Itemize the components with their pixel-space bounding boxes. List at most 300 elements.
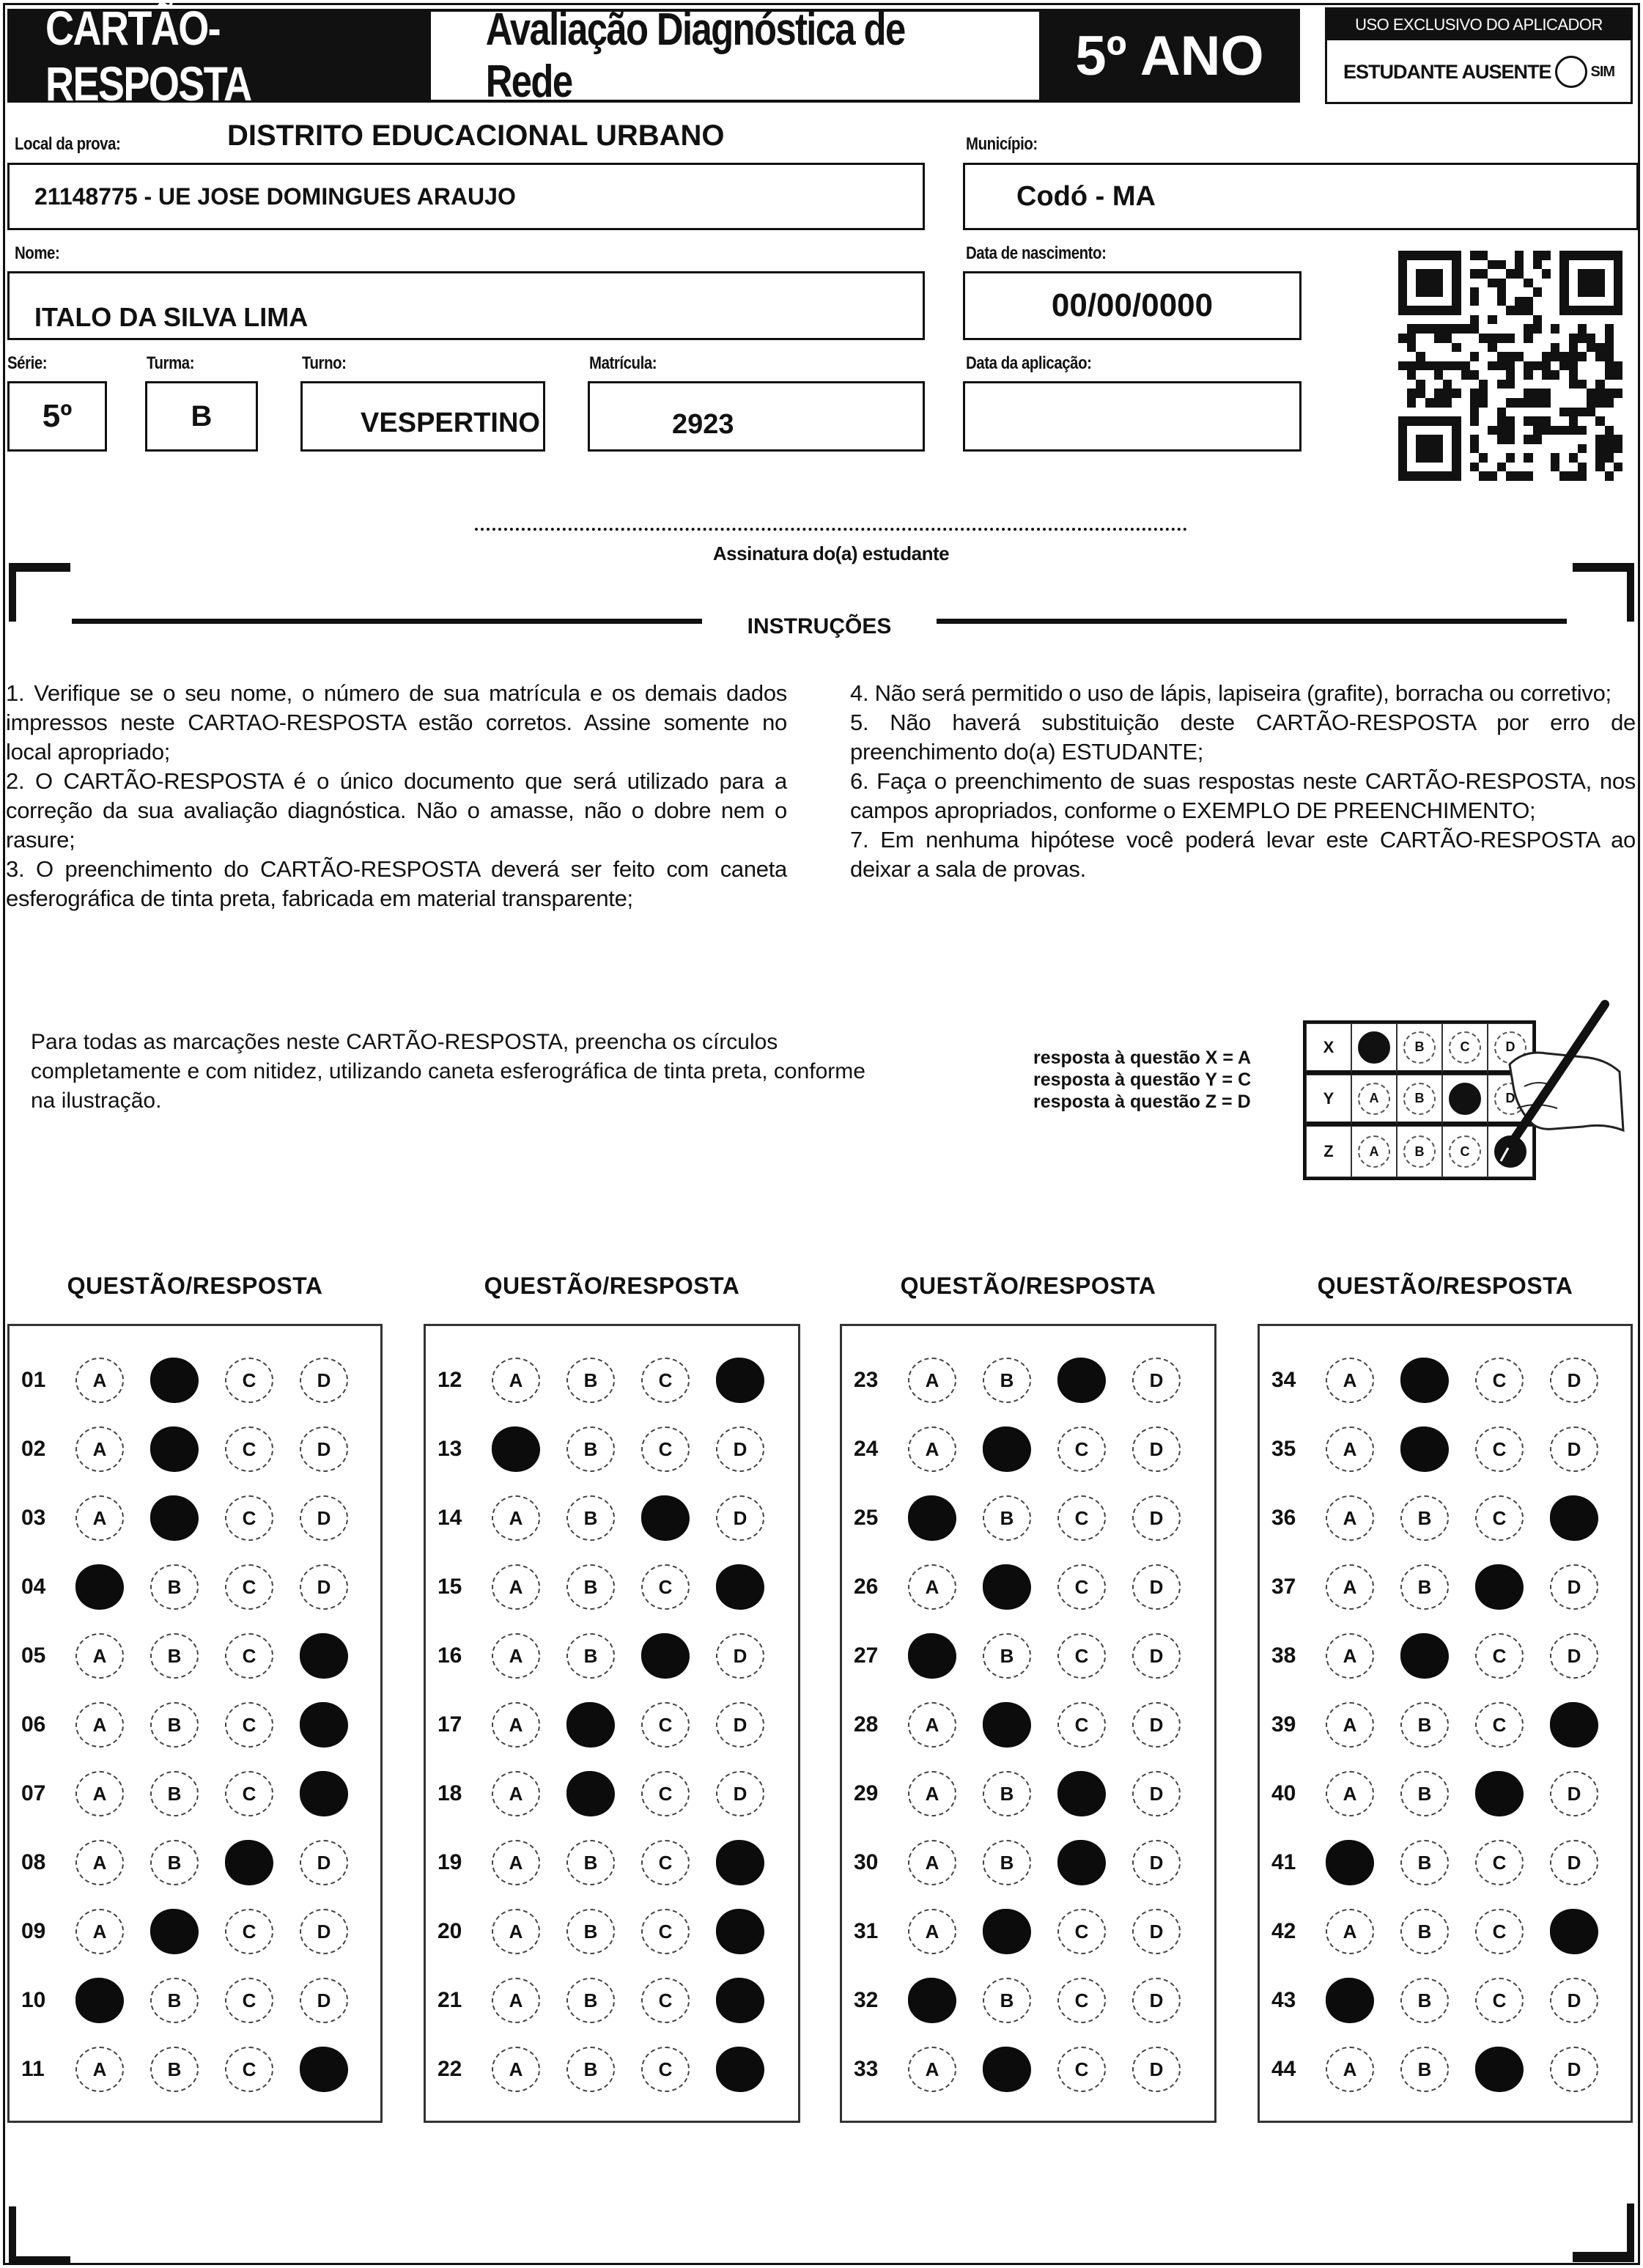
answer-bubble-d[interactable] [300, 2047, 348, 2092]
question-row [842, 1565, 1214, 1609]
signature-line[interactable] [475, 528, 1187, 531]
qr-module [1497, 343, 1506, 353]
answer-bubble-c[interactable] [1057, 1771, 1106, 1816]
answer-bubble-d[interactable]: D [1132, 1564, 1181, 1610]
answer-bubble-b[interactable]: B [566, 1426, 615, 1472]
qr-module [1488, 260, 1496, 270]
qr-module [1551, 315, 1559, 325]
qr-module [1452, 426, 1461, 435]
answer-bubble-b[interactable] [566, 1702, 615, 1748]
answer-bubble-c[interactable]: C [225, 1564, 273, 1610]
answer-bubble-c[interactable] [225, 1840, 273, 1885]
qr-module [1595, 297, 1604, 306]
qr-module [1578, 260, 1587, 270]
answer-bubble-c[interactable]: C [1475, 1426, 1524, 1472]
qr-module [1587, 453, 1595, 463]
qr-module [1515, 352, 1524, 361]
grade-badge-text: 5º ANO [1075, 24, 1264, 87]
answer-bubble-b[interactable]: B [983, 1358, 1031, 1403]
answer-bubble-d[interactable]: D [300, 1358, 348, 1403]
answer-bubble-a[interactable]: A [1326, 1909, 1374, 1954]
answer-bubble-b[interactable] [983, 1909, 1031, 1954]
qr-module [1524, 324, 1532, 334]
answer-bubble-c[interactable]: C [641, 1426, 690, 1472]
answer-bubble-c[interactable]: C [641, 1358, 690, 1403]
answer-bubble-b[interactable] [983, 1702, 1031, 1748]
answer-bubble-c[interactable]: C [1057, 1564, 1106, 1610]
aplicacao-field[interactable] [963, 381, 1302, 452]
answer-bubble-a[interactable] [75, 1978, 124, 2023]
answer-bubble-c[interactable]: C [1475, 1702, 1524, 1748]
answer-bubble-b[interactable]: B [1400, 1909, 1449, 1954]
example-bubble: A [1358, 1135, 1390, 1168]
answer-bubble-a[interactable]: A [1326, 1702, 1374, 1748]
answer-bubble-a[interactable]: A [492, 1702, 540, 1748]
qr-module [1506, 287, 1515, 297]
qr-module [1542, 370, 1551, 380]
nome-label: Nome: [15, 243, 60, 263]
answer-bubble-d[interactable]: D [1550, 1633, 1598, 1679]
answer-bubble-c[interactable] [1057, 1358, 1106, 1403]
answer-bubble-b[interactable]: B [566, 1358, 615, 1403]
answer-bubble-b[interactable]: B [1400, 1702, 1449, 1748]
qr-module [1569, 315, 1578, 325]
qr-module [1488, 389, 1496, 398]
qr-module [1551, 370, 1559, 380]
answer-bubble-b[interactable]: B [983, 1978, 1031, 2023]
answer-bubble-d[interactable] [716, 2047, 764, 2092]
qr-module [1416, 463, 1425, 472]
answer-bubble-d[interactable]: D [716, 1702, 764, 1748]
qr-module [1551, 361, 1559, 371]
answer-bubble-b[interactable]: B [566, 1909, 615, 1954]
answer-bubble-b[interactable]: B [566, 1564, 615, 1610]
answer-bubble-c[interactable]: C [1057, 1426, 1106, 1472]
qr-module [1551, 287, 1559, 297]
qr-module [1533, 306, 1542, 315]
qr-module [1443, 389, 1452, 398]
qr-module [1425, 380, 1434, 389]
qr-module [1605, 269, 1614, 279]
qr-module [1542, 287, 1551, 297]
answer-bubble-b[interactable]: B [150, 1633, 199, 1679]
qr-module [1407, 408, 1416, 417]
answer-bubble-b[interactable] [150, 1909, 199, 1954]
qr-module [1515, 279, 1524, 288]
qr-module [1398, 361, 1407, 371]
qr-module [1551, 435, 1559, 444]
qr-module [1425, 463, 1434, 472]
answer-bubble-b[interactable]: B [983, 1771, 1031, 1816]
answer-bubble-d[interactable]: D [1550, 1426, 1598, 1472]
qr-module [1407, 471, 1416, 481]
qr-module [1578, 361, 1587, 371]
answer-bubble-a[interactable] [908, 1978, 956, 2023]
answer-bubble-c[interactable] [641, 1495, 690, 1541]
answer-bubble-d[interactable] [1550, 1909, 1598, 1954]
qr-module [1569, 408, 1578, 417]
example-legend [1033, 1047, 1297, 1113]
answer-bubble-c[interactable]: C [641, 2047, 690, 2092]
qr-module [1551, 334, 1559, 343]
answer-bubble-a[interactable] [1326, 1978, 1374, 2023]
answer-bubble-b[interactable]: B [1400, 1978, 1449, 2023]
answer-bubble-d[interactable]: D [1132, 1633, 1181, 1679]
example-bubble: A [1358, 1083, 1390, 1115]
answer-bubble-d[interactable] [1550, 1495, 1598, 1541]
answer-bubble-c[interactable]: C [1475, 1495, 1524, 1541]
qr-module [1497, 306, 1506, 315]
qr-module [1551, 389, 1559, 398]
answer-bubble-b[interactable]: B [983, 1495, 1031, 1541]
municipio-value: Codó - MA [1016, 180, 1156, 212]
answer-bubble-d[interactable] [716, 1358, 764, 1403]
qr-module [1524, 444, 1532, 454]
answer-bubble-c[interactable]: C [1057, 1909, 1106, 1954]
answer-bubble-b[interactable]: B [150, 1978, 199, 2023]
instruction-item: 1. Verifique se o seu nome, o número de sua matrícula e os demais dados impressos neste CARTAO-RESPOSTA estão corretos. Assine somente no local apropriado; [6, 680, 787, 765]
answer-bubble-b[interactable] [150, 1495, 199, 1541]
answer-bubble-a[interactable]: A [492, 1909, 540, 1954]
answer-bubble-d[interactable]: D [1550, 1978, 1598, 2023]
answer-bubble-a[interactable]: A [75, 1702, 124, 1748]
qr-module [1551, 306, 1559, 315]
qr-module [1488, 471, 1496, 481]
answer-bubble-d[interactable]: D [716, 1633, 764, 1679]
answer-bubble-d[interactable] [716, 1840, 764, 1885]
qr-module [1434, 343, 1443, 353]
answer-bubble-c[interactable]: C [641, 1978, 690, 2023]
answer-bubble-a[interactable]: A [1326, 2047, 1374, 2092]
answer-bubble-c[interactable]: C [1475, 1358, 1524, 1403]
qr-module [1407, 380, 1416, 389]
answer-bubble-a[interactable]: A [908, 1426, 956, 1472]
answer-bubble-c[interactable]: C [225, 1358, 273, 1403]
answer-bubble-d[interactable]: D [1132, 1978, 1181, 2023]
answer-bubble-a[interactable]: A [492, 1771, 540, 1816]
answer-bubble-b[interactable]: B [566, 1495, 615, 1541]
qr-module [1407, 416, 1416, 426]
question-number: 14 [437, 1506, 462, 1530]
answer-bubble-c[interactable]: C [225, 1702, 273, 1748]
answer-bubble-d[interactable]: D [1132, 1909, 1181, 1954]
qr-module [1488, 352, 1496, 361]
question-number: 15 [437, 1575, 462, 1599]
qr-module [1443, 269, 1452, 279]
answer-bubble-a[interactable]: A [492, 1978, 540, 2023]
qr-module [1542, 334, 1551, 343]
answer-bubble-d[interactable]: D [300, 1495, 348, 1541]
qr-module [1524, 416, 1532, 426]
answer-bubble-a[interactable]: A [908, 1840, 956, 1885]
answer-bubble-d[interactable]: D [716, 1495, 764, 1541]
answer-bubble-a[interactable]: A [75, 1909, 124, 1954]
qr-module [1542, 444, 1551, 454]
qr-module [1595, 398, 1604, 408]
answer-bubble-d[interactable]: D [300, 1840, 348, 1885]
answer-bubble-c[interactable]: C [1057, 1702, 1106, 1748]
qr-module [1497, 297, 1506, 306]
answer-bubble-c[interactable]: C [1057, 1978, 1106, 2023]
qr-module [1452, 370, 1461, 380]
qr-module [1587, 408, 1595, 417]
qr-module [1559, 416, 1568, 426]
answer-bubble-a[interactable]: A [908, 1909, 956, 1954]
answer-bubble-d[interactable]: D [300, 1909, 348, 1954]
answer-bubble-c[interactable]: C [1475, 1909, 1524, 1954]
answer-bubble-d[interactable]: D [1550, 2047, 1598, 2092]
answer-bubble-d[interactable]: D [1550, 1771, 1598, 1816]
qr-module [1533, 287, 1542, 297]
qr-module [1434, 398, 1443, 408]
answer-bubble-a[interactable]: A [908, 1771, 956, 1816]
question-number: 11 [21, 2057, 45, 2081]
answer-bubble-b[interactable]: B [150, 1702, 199, 1748]
answer-bubble-a[interactable]: A [492, 1495, 540, 1541]
example-cell [1351, 1075, 1397, 1126]
answer-bubble-c[interactable]: C [225, 1495, 273, 1541]
answer-bubble-d[interactable]: D [300, 1426, 348, 1472]
answer-bubble-d[interactable]: D [716, 1426, 764, 1472]
answer-bubble-b[interactable] [1400, 1358, 1449, 1403]
qr-module [1398, 352, 1407, 361]
answer-bubble-b[interactable] [983, 2047, 1031, 2092]
answer-bubble-c[interactable] [1475, 1771, 1524, 1816]
answer-bubble-b[interactable] [1400, 1426, 1449, 1472]
answer-bubble-a[interactable]: A [75, 1426, 124, 1472]
answer-bubble-c[interactable] [641, 1633, 690, 1679]
qr-module [1407, 370, 1416, 380]
answer-bubble-d[interactable] [716, 1909, 764, 1954]
answer-bubble-d[interactable]: D [300, 1564, 348, 1610]
qr-module [1407, 269, 1416, 279]
answer-bubble-a[interactable]: A [75, 2047, 124, 2092]
answer-bubble-c[interactable]: C [641, 1840, 690, 1885]
answer-bubble-a[interactable]: A [492, 2047, 540, 2092]
answer-bubble-b[interactable]: B [566, 1978, 615, 2023]
qr-module [1479, 380, 1488, 389]
answer-bubble-d[interactable]: D [1550, 1358, 1598, 1403]
qr-module [1488, 370, 1496, 380]
answer-bubble-b[interactable]: B [983, 1840, 1031, 1885]
answer-bubble-c[interactable]: C [1057, 2047, 1106, 2092]
answer-bubble-c[interactable]: C [1475, 1840, 1524, 1885]
answer-bubble-c[interactable]: C [225, 1426, 273, 1472]
question-row [842, 1634, 1214, 1678]
answer-bubble-c[interactable]: C [641, 1564, 690, 1610]
qr-module [1515, 324, 1524, 334]
qr-module [1434, 297, 1443, 306]
question-number: 40 [1271, 1781, 1296, 1805]
answer-bubble-b[interactable] [983, 1426, 1031, 1472]
qr-module [1425, 416, 1434, 426]
answer-bubble-d[interactable] [716, 1978, 764, 2023]
instructions-rule-left [72, 619, 702, 624]
qr-module [1595, 471, 1604, 481]
answer-bubble-d[interactable]: D [1132, 1358, 1181, 1403]
answer-bubble-a[interactable]: A [75, 1840, 124, 1885]
qr-module [1578, 463, 1587, 472]
answer-bubble-c[interactable]: C [641, 1909, 690, 1954]
qr-module [1443, 435, 1452, 444]
qr-module [1569, 453, 1578, 463]
question-number: 43 [1271, 1988, 1296, 2012]
answer-bubble-a[interactable]: A [492, 1564, 540, 1610]
answer-bubble-a[interactable]: A [75, 1771, 124, 1816]
answer-bubble-a[interactable]: A [908, 1358, 956, 1403]
qr-module [1434, 260, 1443, 270]
qr-module [1416, 370, 1425, 380]
qr-module [1407, 361, 1416, 371]
answer-bubble-c[interactable]: C [641, 1702, 690, 1748]
answer-bubble-b[interactable]: B [1400, 2047, 1449, 2092]
qr-module [1542, 279, 1551, 288]
answer-bubble-d[interactable]: D [1550, 1840, 1598, 1885]
answer-bubble-a[interactable]: A [908, 1564, 956, 1610]
answer-bubble-b[interactable]: B [150, 1771, 199, 1816]
question-column-1 [7, 1324, 383, 2123]
answer-bubble-c[interactable] [1057, 1840, 1106, 1885]
answer-bubble-a[interactable]: A [1326, 1495, 1374, 1541]
answer-bubble-d[interactable]: D [716, 1771, 764, 1816]
answer-bubble-b[interactable]: B [1400, 1840, 1449, 1885]
student-absent-checkbox[interactable] [1555, 56, 1587, 88]
qr-module [1551, 408, 1559, 417]
answer-bubble-c[interactable]: C [225, 1978, 273, 2023]
qr-module [1398, 416, 1407, 426]
answer-bubble-b[interactable]: B [150, 2047, 199, 2092]
answer-bubble-a[interactable]: A [1326, 1633, 1374, 1679]
answer-bubble-a[interactable]: A [908, 2047, 956, 2092]
question-column-3 [840, 1324, 1216, 2123]
answer-bubble-c[interactable]: C [1475, 1633, 1524, 1679]
answer-bubble-a[interactable]: A [75, 1633, 124, 1679]
answer-bubble-d[interactable]: D [1132, 1702, 1181, 1748]
answer-bubble-c[interactable]: C [641, 1771, 690, 1816]
qr-module [1595, 444, 1604, 454]
answer-bubble-b[interactable]: B [983, 1633, 1031, 1679]
answer-bubble-d[interactable]: D [1132, 1495, 1181, 1541]
answer-bubble-b[interactable]: B [150, 1840, 199, 1885]
qr-module [1515, 361, 1524, 371]
qr-module [1595, 352, 1604, 361]
answer-bubble-a[interactable]: A [1326, 1771, 1374, 1816]
answer-bubble-c[interactable]: C [225, 2047, 273, 2092]
answer-bubble-c[interactable] [1475, 1564, 1524, 1610]
answer-bubble-d[interactable]: D [1550, 1564, 1598, 1610]
answer-bubble-b[interactable] [1400, 1633, 1449, 1679]
answer-bubble-d[interactable] [300, 1702, 348, 1748]
answer-bubble-b[interactable] [983, 1564, 1031, 1610]
qr-module [1416, 444, 1425, 454]
question-number: 39 [1271, 1712, 1296, 1737]
question-row [426, 2047, 798, 2091]
answer-bubble-a[interactable]: A [1326, 1358, 1374, 1403]
answer-bubble-b[interactable]: B [1400, 1564, 1449, 1610]
answer-bubble-b[interactable] [150, 1358, 199, 1403]
answer-bubble-b[interactable]: B [566, 1633, 615, 1679]
answer-bubble-b[interactable]: B [1400, 1495, 1449, 1541]
answer-bubble-d[interactable]: D [300, 1978, 348, 2023]
qr-module [1497, 279, 1506, 288]
answer-bubble-a[interactable]: A [908, 1702, 956, 1748]
qr-module [1569, 471, 1578, 481]
serie-label: Série: [7, 353, 48, 373]
answer-bubble-d[interactable]: D [1132, 1426, 1181, 1472]
qr-module [1551, 343, 1559, 353]
question-row [426, 1358, 798, 1402]
example-cell [1442, 1075, 1488, 1126]
qr-module [1416, 297, 1425, 306]
answer-bubble-a[interactable] [492, 1426, 540, 1472]
answer-bubble-d[interactable] [300, 1771, 348, 1816]
qr-module [1416, 426, 1425, 435]
qr-module [1595, 343, 1604, 353]
answer-bubble-d[interactable] [716, 1564, 764, 1610]
answer-bubble-a[interactable] [908, 1633, 956, 1679]
qr-module [1479, 398, 1488, 408]
answer-bubble-a[interactable] [908, 1495, 956, 1541]
qr-module [1515, 370, 1524, 380]
answer-bubble-d[interactable] [300, 1633, 348, 1679]
answer-bubble-c[interactable]: C [225, 1633, 273, 1679]
answer-bubble-b[interactable] [150, 1426, 199, 1472]
answer-bubble-a[interactable] [75, 1564, 124, 1610]
answer-bubble-b[interactable]: B [566, 2047, 615, 2092]
qr-module [1587, 435, 1595, 444]
qr-module [1524, 287, 1532, 297]
qr-module [1542, 463, 1551, 472]
qr-module [1524, 463, 1532, 472]
answer-bubble-b[interactable] [566, 1771, 615, 1816]
answer-bubble-d[interactable]: D [1132, 2047, 1181, 2092]
answer-bubble-a[interactable]: A [75, 1495, 124, 1541]
qr-module [1578, 444, 1587, 454]
question-number: 34 [1271, 1368, 1296, 1392]
answer-bubble-a[interactable]: A [492, 1633, 540, 1679]
answer-bubble-c[interactable]: C [1057, 1633, 1106, 1679]
answer-bubble-c[interactable]: C [225, 1909, 273, 1954]
answer-bubble-a[interactable]: A [1326, 1426, 1374, 1472]
question-row [10, 1978, 380, 2022]
answer-bubble-a[interactable]: A [75, 1358, 124, 1403]
answer-bubble-a[interactable]: A [492, 1358, 540, 1403]
answer-bubble-b[interactable]: B [566, 1840, 615, 1885]
answer-bubble-b[interactable]: B [150, 1564, 199, 1610]
example-bubble: C [1449, 1135, 1481, 1168]
answer-bubble-d[interactable]: D [1132, 1840, 1181, 1885]
answer-bubble-d[interactable] [1550, 1702, 1598, 1748]
answer-bubble-d[interactable]: D [1132, 1771, 1181, 1816]
qr-module [1407, 287, 1416, 297]
answer-bubble-b[interactable]: B [1400, 1771, 1449, 1816]
qr-module [1569, 287, 1578, 297]
answer-bubble-c[interactable]: C [1475, 1978, 1524, 2023]
qr-module [1524, 389, 1532, 398]
qr-module [1559, 315, 1568, 325]
answer-bubble-c[interactable]: C [1057, 1495, 1106, 1541]
answer-bubble-a[interactable]: A [492, 1840, 540, 1885]
qr-module [1470, 361, 1479, 371]
answer-bubble-a[interactable] [1326, 1840, 1374, 1885]
answer-bubble-c[interactable] [1475, 2047, 1524, 2092]
qr-module [1398, 408, 1407, 417]
answer-bubble-c[interactable]: C [225, 1771, 273, 1816]
qr-module [1398, 370, 1407, 380]
instruction-item: 4. Não será permitido o uso de lápis, lapiseira (grafite), borracha ou corretivo; [850, 680, 1611, 706]
qr-module [1542, 352, 1551, 361]
answer-bubble-a[interactable]: A [1326, 1564, 1374, 1610]
